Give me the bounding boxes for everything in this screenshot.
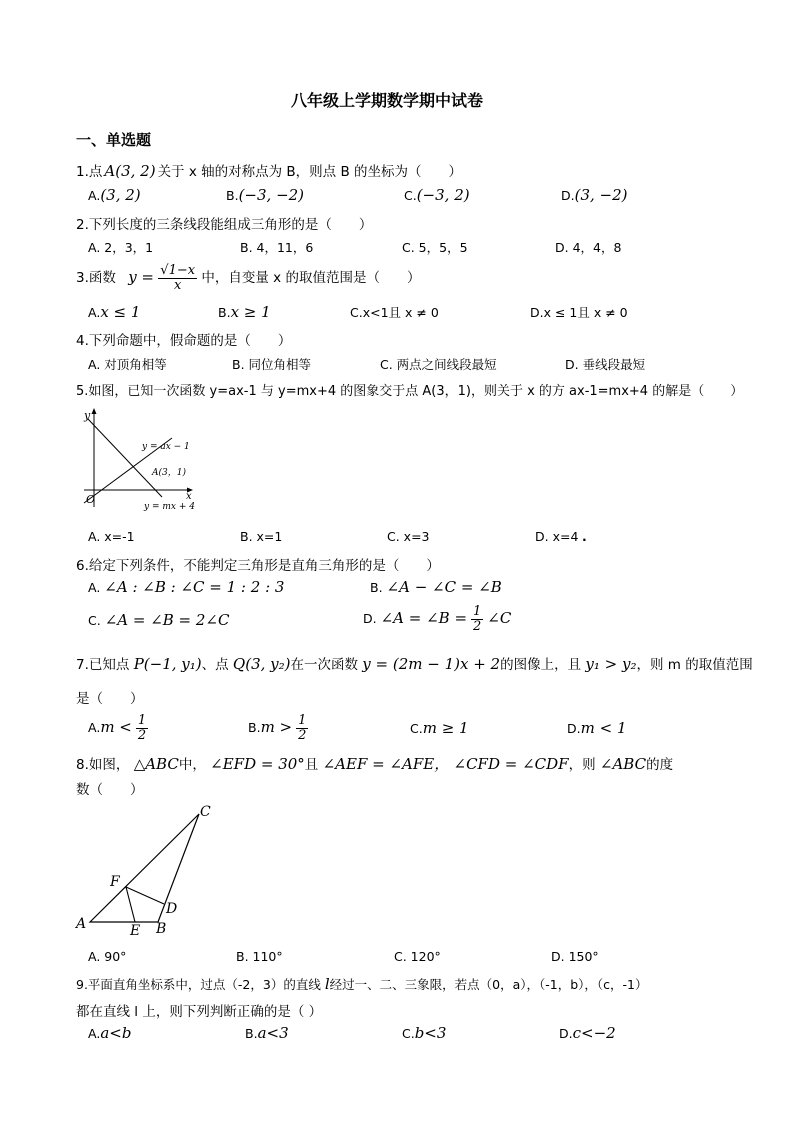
question-2: 2.下列长度的三条线段能组成三角形的是（ ） — [76, 217, 373, 233]
option-label: C. — [88, 613, 101, 628]
option-value: m < 1 — [580, 719, 627, 737]
fraction-numerator: 1 — [473, 604, 482, 619]
question-9-line2: 都在直线 l 上，则下列判断正确的是（ ） — [76, 1004, 323, 1020]
point-a-label: A(3，1) — [152, 468, 186, 478]
q7-sep2: 在一次函数 — [290, 657, 358, 673]
option-value: (−3, −2) — [238, 186, 305, 204]
option-value: ∠A = ∠B = — [380, 609, 468, 627]
q7-text: ，则 m 的取值范围 — [636, 657, 753, 673]
q9-line-l: l — [324, 975, 330, 993]
option-value: (−3, 2) — [416, 186, 470, 204]
q1-point-a: A(3, 2) — [104, 162, 156, 180]
q7-option-a[interactable] — [88, 712, 148, 743]
q8-figure — [72, 800, 220, 940]
line1-label: y = ax − 1 — [142, 442, 190, 452]
option-value: ∠A = ∠B = 2∠C — [104, 611, 230, 629]
section-heading: 一、单选题 — [76, 131, 152, 149]
q8-option-b[interactable]: B. 110° — [236, 949, 283, 964]
q1-option-b[interactable] — [226, 186, 304, 204]
question-8-line2: 数（ ） — [76, 782, 144, 798]
label-d: D — [166, 901, 178, 917]
q7-sep3: 的图像上，且 — [500, 657, 582, 673]
q6-option-c[interactable] — [88, 611, 229, 629]
q1-option-a[interactable] — [88, 186, 141, 204]
line2-label: y = mx + 4 — [144, 502, 195, 512]
q7-option-b[interactable] — [248, 712, 308, 743]
q5-option-d[interactable]: D. x=4 — [535, 529, 579, 544]
q8-then: ，则 — [568, 757, 596, 773]
q2-option-b[interactable]: B. 4，11，6 — [240, 240, 314, 255]
option-value: x ≥ 1 — [230, 303, 271, 321]
q3-text: 中，自变量 x 的取值范围是（ ） — [201, 270, 421, 286]
q8-condition-1: ∠EFD = 30° — [210, 755, 305, 773]
fraction-denominator: 2 — [298, 728, 307, 743]
q9-prefix: 9.平面直角坐标系中，过点（-2，3）的直线 — [76, 977, 321, 992]
option-label: C. — [402, 1026, 415, 1041]
q1-option-c[interactable] — [404, 186, 470, 204]
option-value: x ≤ 1 — [100, 303, 141, 321]
option-value: b<3 — [414, 1024, 447, 1042]
question-4: 4.下列命题中，假命题的是（ ） — [76, 333, 292, 349]
option-value: ∠A − ∠C = ∠B — [386, 578, 502, 596]
q8-prefix: 8.如图， — [76, 757, 130, 773]
option-label: C. — [350, 305, 363, 320]
option-value: m ≥ 1 — [422, 719, 469, 737]
triangle-abc — [90, 814, 199, 922]
x-axis-label: x — [186, 491, 192, 502]
q8-condition-2: ∠AEF = ∠AFE， — [322, 755, 450, 773]
q1-prefix: 1.点 — [76, 164, 103, 180]
q3-option-b[interactable] — [218, 303, 271, 321]
q5-trailing-dot: . — [582, 529, 587, 544]
q3-denominator: x — [174, 277, 182, 293]
q6-option-b[interactable] — [370, 578, 502, 596]
option-value: m < — [100, 718, 132, 736]
q9-option-d[interactable] — [559, 1024, 616, 1042]
q7-option-d[interactable] — [567, 719, 626, 737]
q7-point-p: P(−1, y₁) — [133, 655, 202, 673]
q5-option-b[interactable]: B. x=1 — [240, 529, 283, 544]
option-value-tail: ∠C — [487, 609, 512, 627]
label-f: F — [110, 874, 120, 890]
q8-option-a[interactable]: A. 90° — [88, 949, 127, 964]
y-axis-label: y — [84, 409, 91, 422]
q3-option-d[interactable] — [530, 303, 628, 321]
option-label: C. — [410, 721, 423, 736]
option-label: B. — [370, 580, 383, 595]
option-label: B. — [218, 305, 231, 320]
option-label: A. — [88, 580, 101, 595]
q8-triangle: △ABC — [133, 755, 179, 773]
q1-text: 关于 x 轴的对称点为 B，则点 B 的坐标为（ ） — [157, 164, 463, 180]
question-3 — [76, 262, 420, 293]
fraction-denominator: 2 — [137, 728, 147, 743]
option-label: D. — [561, 188, 575, 203]
line-y-mx4 — [88, 419, 162, 497]
q3-option-c[interactable] — [350, 303, 439, 321]
q3-prefix: 3.函数 — [76, 270, 116, 286]
option-label: C. — [404, 188, 417, 203]
q7-condition: y₁ > y₂ — [585, 655, 637, 673]
question-8 — [76, 753, 673, 774]
option-value: a<3 — [257, 1024, 289, 1042]
q7-a-fraction — [136, 714, 148, 743]
option-label: B. — [248, 720, 261, 735]
option-value: c<−2 — [572, 1024, 616, 1042]
q7-option-c[interactable] — [410, 719, 469, 737]
q8-sep: 中， — [178, 757, 206, 773]
option-label: A. — [88, 188, 101, 203]
option-label: D. — [530, 305, 544, 320]
q6-d-fraction — [471, 605, 483, 634]
option-label: A. — [88, 720, 101, 735]
option-value: a<b — [100, 1024, 132, 1042]
option-label: B. — [245, 1026, 258, 1041]
q7-prefix: 7.已知点 — [76, 657, 130, 673]
question-5: 5.如图，已知一次函数 y=ax-1 与 y=mx+4 的图象交于点 A(3，1)，则关于 x 的方 ax-1=mx+4 的解是（ ） — [76, 384, 744, 399]
segment-fd — [126, 887, 164, 904]
page-title: 八年级上学期数学期中试卷 — [291, 91, 484, 110]
option-label: D. — [567, 721, 581, 736]
label-e: E — [130, 923, 141, 939]
q4-option-a[interactable]: A. 对顶角相等 — [88, 357, 167, 372]
q8-tail: 的度 — [646, 757, 674, 773]
q2-option-d[interactable]: D. 4，4，8 — [555, 240, 622, 255]
q8-condition-3: ∠CFD = ∠CDF — [453, 755, 569, 773]
q7-sep: 、点 — [201, 657, 229, 673]
question-1 — [76, 160, 462, 180]
q8-and: 且 — [304, 757, 319, 773]
label-a: A — [76, 916, 87, 932]
option-value: ∠A : ∠B : ∠C = 1 : 2 : 3 — [104, 578, 285, 596]
question-7-line2: 是（ ） — [76, 691, 144, 707]
q3-numerator: √1−x — [160, 262, 196, 278]
option-value: x<1且 x ≠ 0 — [362, 305, 439, 320]
q4-option-d[interactable]: D. 垂线段最短 — [565, 357, 646, 372]
q9-option-c[interactable] — [402, 1024, 446, 1042]
option-label: D. — [363, 611, 377, 626]
q6-option-d[interactable] — [363, 603, 511, 634]
segment-fe — [126, 887, 135, 922]
q8-option-c[interactable]: C. 120° — [394, 949, 441, 964]
y-axis-arrow — [92, 408, 97, 414]
q2-option-a[interactable]: A. 2，3，1 — [88, 240, 154, 255]
question-7 — [76, 653, 753, 673]
option-label: B. — [226, 188, 239, 203]
option-label: A. — [88, 1026, 101, 1041]
option-value: (3, 2) — [100, 186, 141, 204]
q5-option-c[interactable]: C. x=3 — [387, 529, 430, 544]
option-value: m > — [260, 718, 293, 736]
fraction-numerator: 1 — [298, 713, 307, 728]
q9-option-a[interactable] — [88, 1024, 131, 1042]
q7-b-fraction — [296, 714, 308, 743]
fraction-denominator: 2 — [473, 619, 482, 634]
question-6: 6.给定下列条件，不能判定三角形是直角三角形的是（ ） — [76, 558, 440, 574]
q8-option-d[interactable]: D. 150° — [551, 949, 599, 964]
q4-option-b[interactable]: B. 同位角相等 — [232, 357, 312, 372]
q8-target-angle: ∠ABC — [599, 755, 647, 773]
origin-label: O — [86, 493, 96, 506]
option-label: D. — [559, 1026, 573, 1041]
q9-text: 经过一、二、三象限，若点（0，a），（-1，b），（c，-1） — [329, 977, 648, 992]
q3-fraction — [158, 264, 197, 293]
q3-option-a[interactable] — [88, 303, 140, 321]
q5-option-a[interactable]: A. x=-1 — [88, 529, 135, 544]
q6-option-a[interactable] — [88, 578, 284, 596]
q1-option-d[interactable] — [561, 186, 628, 204]
option-label: A. — [88, 305, 101, 320]
fraction-numerator: 1 — [137, 713, 147, 728]
label-c: C — [200, 804, 211, 820]
q7-point-q: Q(3, y₂) — [232, 655, 291, 673]
question-9 — [76, 975, 648, 993]
q7-function: y = (2m − 1)x + 2 — [362, 655, 501, 673]
q5-graph — [78, 405, 198, 513]
option-value: (3, −2) — [574, 186, 628, 204]
option-value: x ≤ 1且 x ≠ 0 — [543, 305, 628, 320]
label-b: B — [156, 921, 167, 937]
q4-option-c[interactable]: C. 两点之间线段最短 — [380, 357, 497, 372]
q9-option-b[interactable] — [245, 1024, 289, 1042]
q2-option-c[interactable]: C. 5，5，5 — [402, 240, 468, 255]
q3-y-eq: y = — [128, 268, 154, 286]
